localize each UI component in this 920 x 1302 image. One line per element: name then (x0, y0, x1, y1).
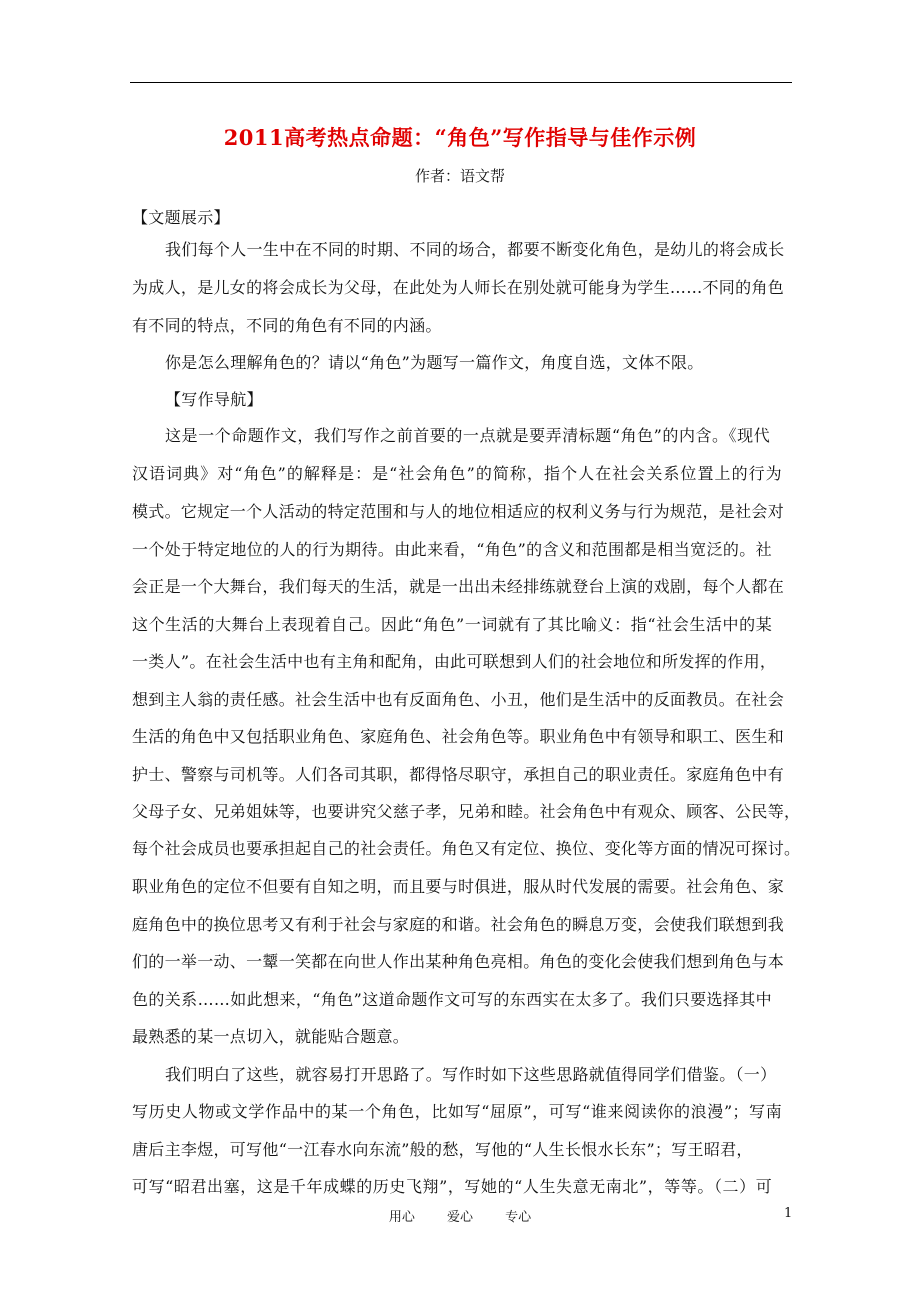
author-line: 作者：语文帮 (414, 167, 505, 185)
paragraph-line: 可写“昭君出塞，这是千年成蝶的历史飞翔”，写她的“人生失意无南北”，等等。（二）可 (132, 1177, 772, 1196)
paragraph-line: 有不同的特点，不同的角色有不同的内涵。 (132, 316, 442, 335)
footer-text-zhuanxin: 专心 (505, 1210, 532, 1225)
footer-text-yongxin: 用心 (388, 1210, 415, 1225)
paragraph-line: 想到主人翁的责任感。社会生活中也有反面角色、小丑，他们是生活中的反面教员。在社会 (132, 690, 785, 709)
paragraph-line: 每个社会成员也要承担起自己的社会责任。角色又有定位、换位、变化等方面的情况可探讨。 (132, 839, 801, 858)
footer-text-aixin: 爱心 (446, 1210, 473, 1225)
paragraph-line: 我们明白了这些，就容易打开思路了。写作时如下这些思路就值得同学们借鉴。（一） (165, 1065, 777, 1084)
paragraph-line: 们的一举一动、一颦一笑都在向世人作出某种角色亮相。角色的变化会使我们想到角色与本 (132, 952, 785, 971)
paragraph-line: 色的关系……如此想来，“角色”这道命题作文可写的东西实在太多了。我们只要选择其中 (132, 990, 772, 1009)
paragraph-line: 唐后主李煜，可写他“一江春水向东流”般的愁，写他的“人生长恨水长东”；写王昭君， (132, 1140, 753, 1159)
document-title: 2011高考热点命题：“角色”写作指导与佳作示例 (223, 125, 697, 150)
paragraph-line: 庭角色中的换位思考又有利于社会与家庭的和谐。社会角色的瞬息万变，会使我们联想到我 (132, 915, 785, 934)
header-rule (130, 82, 792, 83)
paragraph-line: 我们每个人一生中在不同的时期、不同的场合，都要不断变化角色，是幼儿的将会成长 (165, 240, 785, 259)
paragraph-line: 会正是一个大舞台，我们每天的生活，就是一出出未经排练就登台上演的戏剧，每个人都在 (132, 577, 785, 596)
paragraph-line: 为成人，是儿女的将会成长为父母，在此处为人师长在别处就可能身为学生……不同的角色 (132, 278, 785, 297)
paragraph-line: 你是怎么理解角色的？请以“角色”为题写一篇作文，角度自选，文体不限。 (165, 353, 704, 372)
paragraph-line: 模式。它规定一个人活动的特定范围和与人的地位相适应的权利义务与行为规范，是社会对 (132, 502, 785, 521)
section-heading: 【文题展示】 (132, 208, 230, 227)
page-number: 1 (784, 1206, 793, 1221)
paragraph-line: 一个处于特定地位的人的行为期待。由此来看，“角色”的含义和范围都是相当宽泛的。社 (132, 540, 772, 559)
paragraph-line: 职业角色的定位不但要有自知之明，而且要与时俱进，服从时代发展的需要。社会角色、家 (132, 877, 785, 896)
paragraph-line: 这个生活的大舞台上表现着自己。因此“角色”一词就有了其比喻义：指“社会生活中的某 (132, 615, 772, 634)
section-heading: 【写作导航】 (165, 390, 263, 409)
paragraph-line: 生活的角色中又包括职业角色、家庭角色、社会角色等。职业角色中有领导和职工、医生和 (132, 727, 785, 746)
paragraph-line: 最熟悉的某一点切入，就能贴合题意。 (132, 1027, 410, 1046)
paragraph-line: 护士、警察与司机等。人们各司其职，都得恪尽职守，承担自己的职业责任。家庭角色中有 (132, 765, 785, 784)
paragraph-line: 这是一个命题作文，我们写作之前首要的一点就是要弄清标题“角色”的内含。《现代 (165, 426, 770, 445)
paragraph-line: 一类人”。在社会生活中也有主角和配角，由此可联想到人们的社会地位和所发挥的作用， (132, 652, 777, 671)
paragraph-line: 汉语词典》对“角色”的解释是：是“社会角色”的简称，指个人在社会关系位置上的行为 (132, 464, 782, 483)
page-footer (0, 1206, 920, 1225)
paragraph-line: 写历史人物或文学作品中的某一个角色，比如写“屈原”，可写“谁来阅读你的浪漫”；写南 (132, 1102, 782, 1121)
paragraph-line: 父母子女、兄弟姐妹等，也要讲究父慈子孝，兄弟和睦。社会角色中有观众、顾客、公民等， (132, 802, 801, 821)
